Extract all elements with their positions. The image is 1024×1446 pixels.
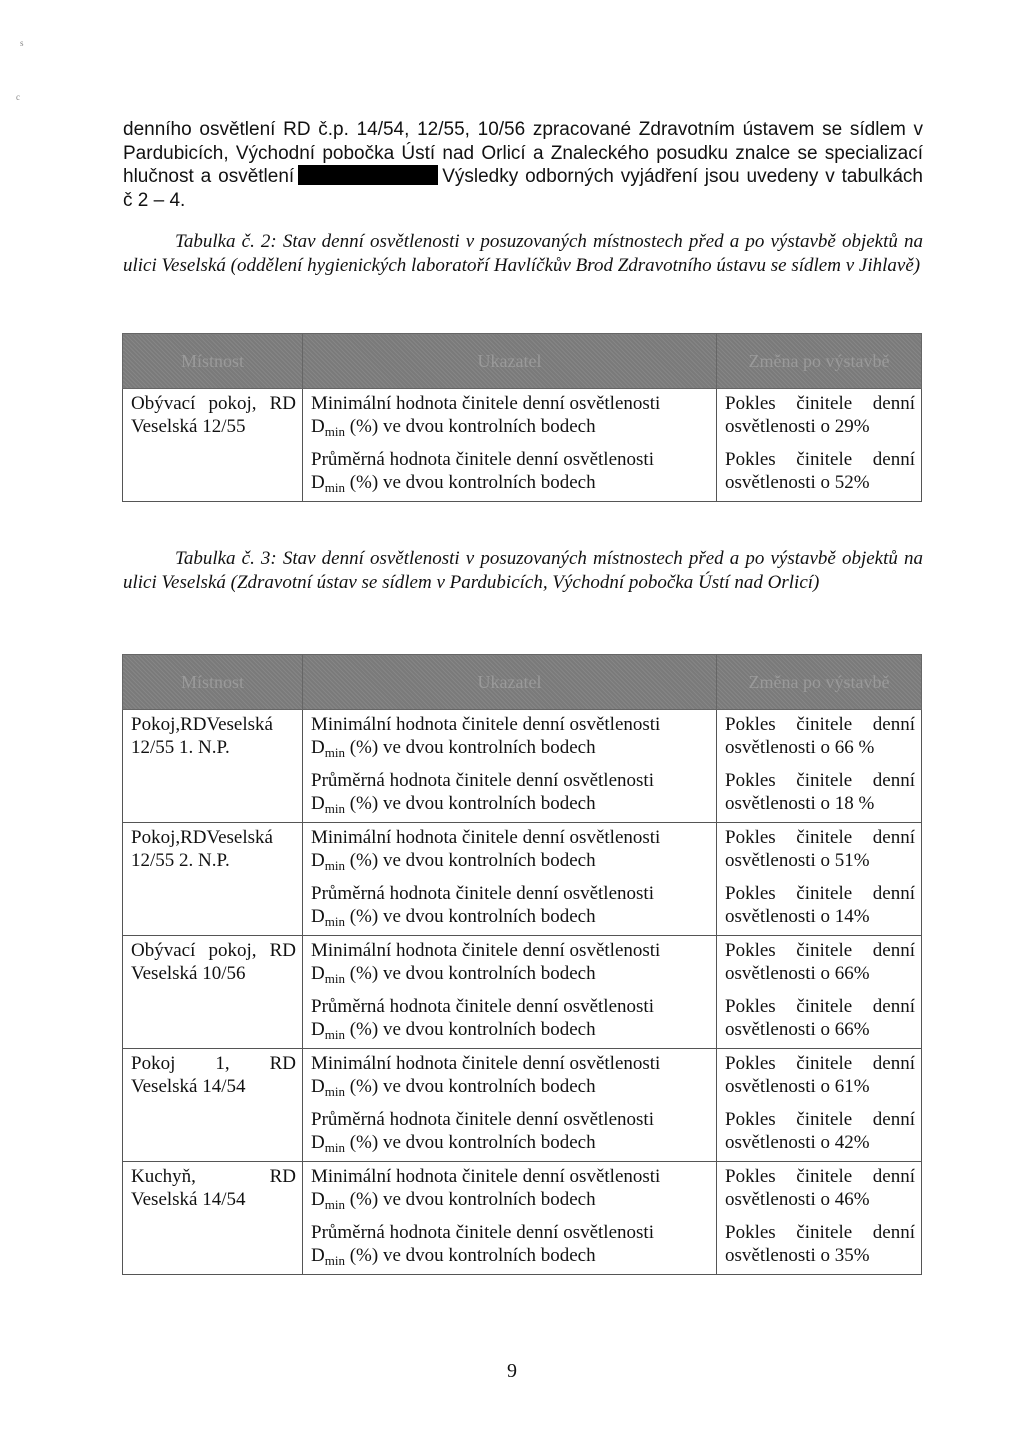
table-row — [123, 710, 922, 767]
change-avg-cell: Pokles činitele denní osvětlenosti o 42% — [717, 1105, 922, 1162]
margin-mark: s — [20, 38, 24, 48]
indicator-min-cell: Minimální hodnota činitele denní osvětlenosti $D_{min}$ (%) ve dvou kontrolních bodech — [303, 389, 717, 446]
table-row — [123, 1049, 922, 1106]
table-row — [123, 823, 922, 880]
indicator-min-cell: Minimální hodnota činitele denní osvětlenosti $D_{min}$ (%) ve dvou kontrolních bodech — [303, 936, 717, 993]
margin-mark: c — [16, 92, 20, 102]
table-row — [123, 936, 922, 993]
change-avg-cell: Pokles činitele denní osvětlenosti o 52% — [717, 445, 922, 502]
intro-text-part2: Výsledky odborných vyjádření jsou uvedeny v tabulkách č 2 – 4. — [123, 166, 923, 211]
table-header-row — [123, 334, 922, 389]
table-row — [123, 389, 922, 446]
room-cell: Pokoj,RDVeselská 12/55 2. N.P. — [123, 823, 303, 936]
table2 — [122, 333, 922, 502]
change-avg-cell: Pokles činitele denní osvětlenosti o 14% — [717, 879, 922, 936]
table3-body — [123, 710, 922, 1275]
room-cell: Pokoj,RDVeselská 12/55 1. N.P. — [123, 710, 303, 823]
table3-caption: Tabulka č. 3: Stav denní osvětlenosti v posuzovaných místnostech před a po výstavbě objektů na ulici Veselská (Zdravotní ústav se sídlem v Pardubicích, Východní pobočka Ústí nad Orlicí) — [123, 548, 923, 593]
room-cell: Pokoj 1, RD Veselská 14/54 — [123, 1049, 303, 1162]
indicator-avg-cell: Průměrná hodnota činitele denní osvětlenosti $D_{min}$ (%) ve dvou kontrolních bodech — [303, 1105, 717, 1162]
header-room: Místnost — [123, 334, 303, 389]
indicator-avg-cell: Průměrná hodnota činitele denní osvětlenosti $D_{min}$ (%) ve dvou kontrolních bodech — [303, 445, 717, 502]
change-min-cell: Pokles činitele denní osvětlenosti o 66% — [717, 936, 922, 993]
intro-text-part1: denního osvětlení RD č.p. 14/54, 12/55, 10/56 zpracované Zdravotním ústavem se sídlem v Pardubicích, Východní pobočka Ústí nad Orlicí a Znaleckého posudku znalce se specializací hlučnost a osvětlení — [123, 119, 923, 187]
indicator-min-cell: Minimální hodnota činitele denní osvětlenosti $D_{min}$ (%) ve dvou kontrolních bodech — [303, 823, 717, 880]
header-room: Místnost — [123, 655, 303, 710]
change-avg-cell: Pokles činitele denní osvětlenosti o 35% — [717, 1218, 922, 1275]
table-header-row — [123, 655, 922, 710]
change-min-cell: Pokles činitele denní osvětlenosti o 66 % — [717, 710, 922, 767]
change-min-cell: Pokles činitele denní osvětlenosti o 51% — [717, 823, 922, 880]
change-avg-cell: Pokles činitele denní osvětlenosti o 18 % — [717, 766, 922, 823]
indicator-avg-cell: Průměrná hodnota činitele denní osvětlenosti $D_{min}$ (%) ve dvou kontrolních bodech — [303, 1218, 717, 1275]
change-min-cell: Pokles činitele denní osvětlenosti o 46% — [717, 1162, 922, 1219]
change-min-cell: Pokles činitele denní osvětlenosti o 61% — [717, 1049, 922, 1106]
redaction-bar — [298, 165, 438, 185]
intro-paragraph — [123, 118, 923, 212]
indicator-min-cell: Minimální hodnota činitele denní osvětlenosti $D_{min}$ (%) ve dvou kontrolních bodech — [303, 1162, 717, 1219]
table2-caption: Tabulka č. 2: Stav denní osvětlenosti v posuzovaných místnostech před a po výstavbě objektů na ulici Veselská (oddělení hygienických laboratoří Havlíčkův Brod Zdravotního ústavu se sídlem v Jihlavě) — [123, 231, 923, 276]
indicator-min-cell: Minimální hodnota činitele denní osvětlenosti $D_{min}$ (%) ve dvou kontrolních bodech — [303, 1049, 717, 1106]
room-cell: Kuchyň, RD Veselská 14/54 — [123, 1162, 303, 1275]
room-cell: Obývací pokoj, RD Veselská 10/56 — [123, 936, 303, 1049]
indicator-avg-cell: Průměrná hodnota činitele denní osvětlenosti $D_{min}$ (%) ve dvou kontrolních bodech — [303, 879, 717, 936]
change-min-cell: Pokles činitele denní osvětlenosti o 29% — [717, 389, 922, 446]
table2-body — [123, 389, 922, 502]
indicator-avg-cell: Průměrná hodnota činitele denní osvětlenosti $D_{min}$ (%) ve dvou kontrolních bodech — [303, 766, 717, 823]
table-row — [123, 1162, 922, 1219]
header-indicator: Ukazatel — [303, 334, 717, 389]
header-indicator: Ukazatel — [303, 655, 717, 710]
indicator-avg-cell: Průměrná hodnota činitele denní osvětlenosti $D_{min}$ (%) ve dvou kontrolních bodech — [303, 992, 717, 1049]
table3 — [122, 654, 922, 1275]
header-change: Změna po výstavbě — [717, 655, 922, 710]
change-avg-cell: Pokles činitele denní osvětlenosti o 66% — [717, 992, 922, 1049]
header-change: Změna po výstavbě — [717, 334, 922, 389]
page-number: 9 — [507, 1360, 517, 1382]
indicator-min-cell: Minimální hodnota činitele denní osvětlenosti $D_{min}$ (%) ve dvou kontrolních bodech — [303, 710, 717, 767]
room-cell: Obývací pokoj, RD Veselská 12/55 — [123, 389, 303, 502]
